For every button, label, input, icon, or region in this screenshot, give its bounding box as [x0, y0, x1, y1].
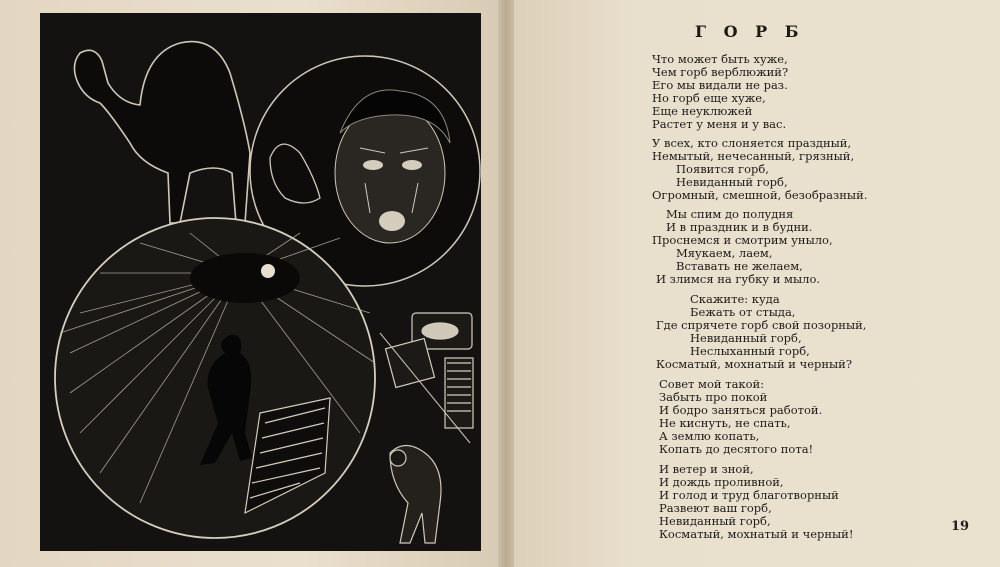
poem-line: Его мы видали не раз.	[652, 78, 788, 92]
poem-line: Совет мой такой:	[659, 377, 765, 391]
soap-and-comb	[380, 313, 473, 443]
poem-line: Что может быть хуже,	[652, 52, 788, 66]
hunched-figure	[390, 446, 441, 544]
poem-line: Проснемся и смотрим уныло,	[652, 233, 833, 247]
poem-line: Мы спим до полудня	[666, 207, 794, 221]
poem-line: И дождь проливной,	[659, 475, 784, 489]
poem-line: Развеют ваш горб,	[659, 501, 772, 515]
poem-line: Чем горб верблюжий?	[652, 65, 789, 79]
poem-line: Скажите: куда	[690, 292, 780, 306]
woodcut-illustration	[40, 13, 481, 551]
poem-line: Не киснуть, не спать,	[659, 416, 791, 430]
woodcut-drawing	[40, 13, 481, 551]
poem-line: Забыть про покой	[659, 390, 768, 404]
poem-line: Невиданный горб,	[690, 331, 802, 345]
poem-line: Немытый, нечесанный, грязный,	[652, 149, 855, 163]
poem-line: Мяукаем, лаем,	[676, 246, 773, 260]
poem-line: Копать до десятого пота!	[659, 442, 814, 456]
poem-line: И ветер и зной,	[659, 462, 754, 476]
poem-line: Неслыханный горб,	[690, 344, 810, 358]
poem-line: Еще неуклюжей	[652, 104, 753, 118]
poem-line: Вставать не желаем,	[676, 259, 803, 273]
poem-line: Огромный, смешной, безобразный.	[652, 188, 868, 202]
camel-figure	[74, 42, 250, 225]
poem-line: Растет у меня и у вас.	[652, 117, 787, 131]
poem-line: Появится горб,	[676, 162, 769, 176]
poem-line: Где спрячете горб свой позорный,	[656, 318, 867, 332]
poem-line: Косматый, мохнатый и черный!	[659, 527, 854, 541]
poem-line: И в праздник и в будни.	[666, 220, 813, 234]
poem-title: Г О Р Б	[695, 22, 805, 41]
poem-line: Косматый, мохнатый и черный?	[656, 357, 853, 371]
poem-line: И злимся на губку и мыло.	[656, 272, 821, 286]
poem-line: А землю копать,	[659, 429, 760, 443]
poem-line: Невиданный горб,	[676, 175, 788, 189]
poem-line: Невиданный горб,	[659, 514, 771, 528]
poem-line: Бежать от стыда,	[690, 305, 796, 319]
poem-line: И голод и труд благотворный	[659, 488, 839, 502]
poem-line: Но горб еще хуже,	[652, 91, 766, 105]
poem-line: И бодро заняться работой.	[659, 403, 823, 417]
radiant-sphere	[55, 218, 375, 538]
poem-line: У всех, кто слоняется праздный,	[652, 136, 852, 150]
page-number: 19	[951, 519, 970, 534]
